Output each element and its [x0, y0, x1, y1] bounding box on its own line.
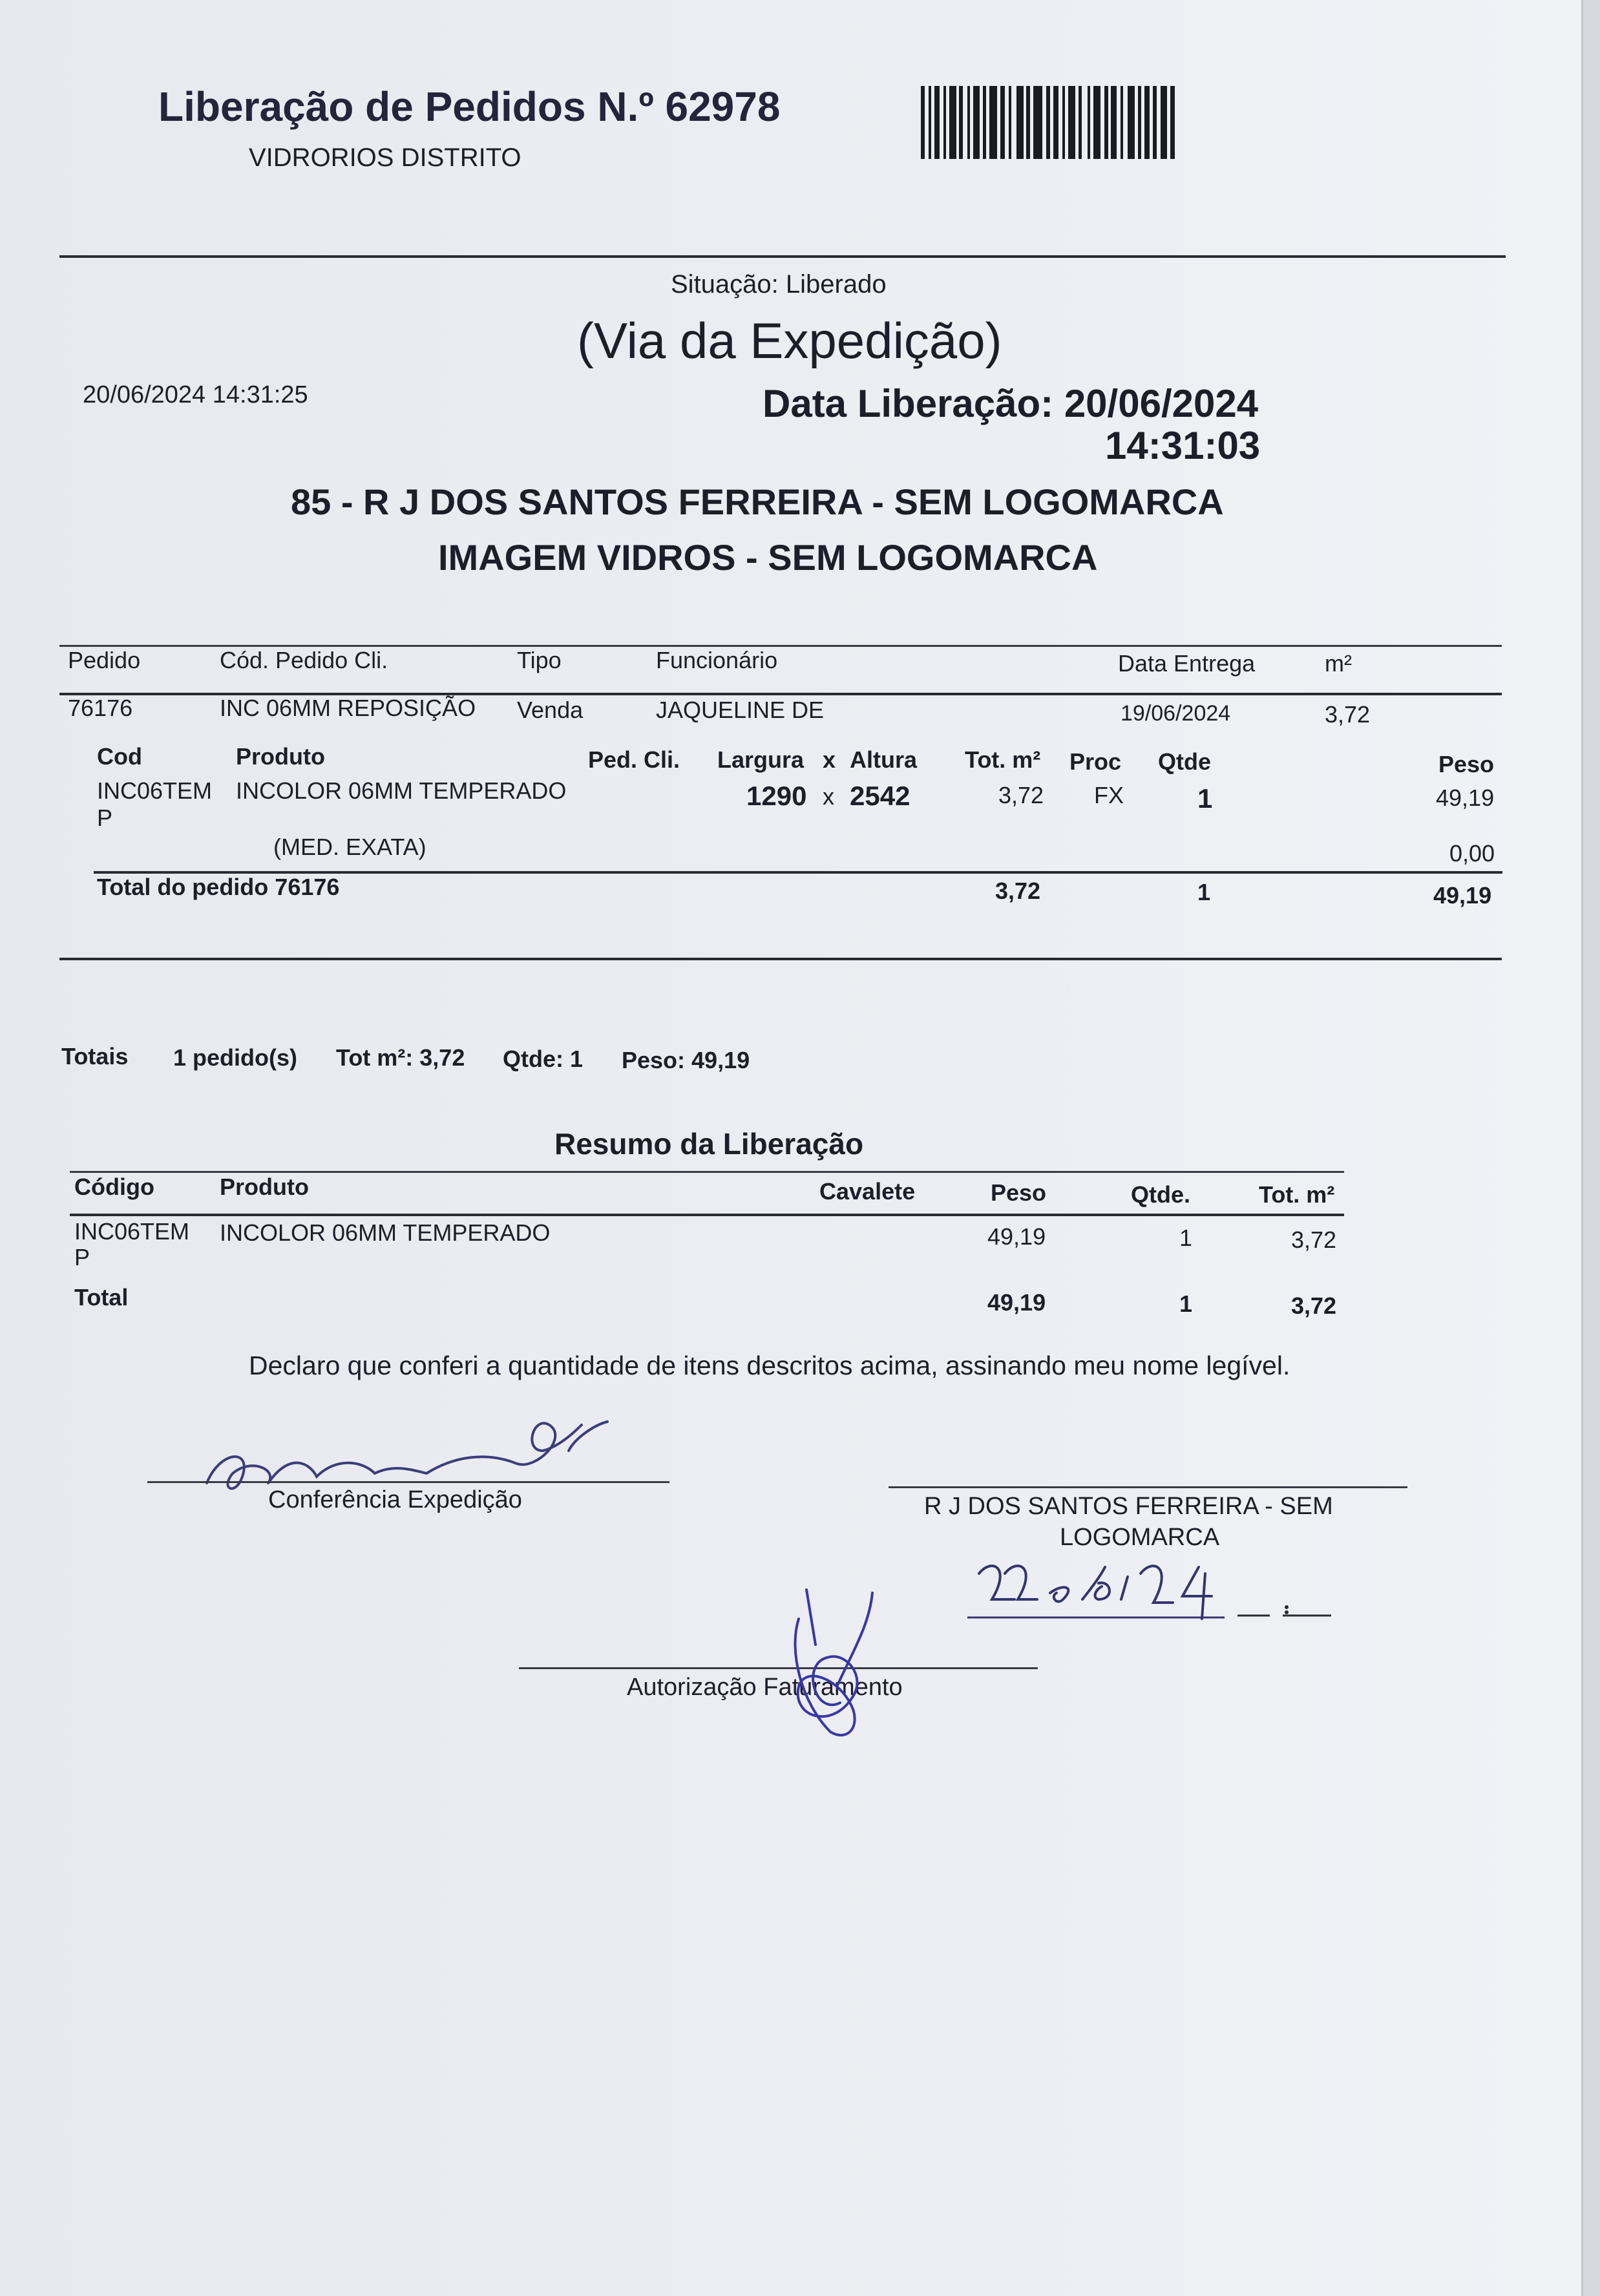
- totals-qtde: Qtde: 1: [503, 1046, 584, 1072]
- item-note-peso: 0,00: [1449, 840, 1495, 867]
- client-alias: IMAGEM VIDROS - SEM LOGOMARCA: [438, 537, 1098, 578]
- section-divider: [59, 958, 1502, 960]
- printed-timestamp: 20/06/2024 14:31:25: [83, 381, 308, 408]
- company-name: VIDRORIOS DISTRITO: [249, 143, 521, 172]
- autorizacao-label: Autorização Faturamento: [627, 1674, 903, 1701]
- summary-total-label: Total: [74, 1284, 129, 1311]
- order-cod-pedido-cli: INC 06MM REPOSIÇÃO: [220, 695, 476, 721]
- col-funcionario: Funcionário: [656, 647, 778, 673]
- item-x: x: [823, 783, 834, 810]
- item-largura: 1290: [746, 781, 807, 811]
- summary-row-codigo-cont: P: [74, 1244, 90, 1270]
- summary-top-rule: [70, 1171, 1344, 1173]
- summary-row-tot-m2: 3,72: [1291, 1227, 1337, 1253]
- client-signature-name: R J DOS SANTOS FERREIRA - SEM: [924, 1493, 1333, 1520]
- summary-header-rule: [70, 1214, 1344, 1216]
- totals-label: Totais: [61, 1043, 129, 1069]
- item-produto: INCOLOR 06MM TEMPERADO: [236, 777, 567, 804]
- summary-row-qtde: 1: [1179, 1225, 1193, 1251]
- summary-total-qtde: 1: [1179, 1290, 1193, 1317]
- page-edge: [1581, 0, 1600, 2296]
- order-total-label: Total do pedido 76176: [97, 874, 340, 900]
- item-altura: 2542: [850, 781, 911, 811]
- totals-pedidos: 1 pedido(s): [173, 1044, 298, 1071]
- order-tipo: Venda: [517, 697, 584, 723]
- autorizacao-signature: [775, 1580, 885, 1742]
- client-signature-name-cont: LOGOMARCA: [1060, 1524, 1220, 1551]
- document-title: Liberação de Pedidos N.º 62978: [158, 83, 781, 130]
- item-cod-cont: P: [97, 805, 113, 831]
- handwritten-date: [966, 1548, 1347, 1632]
- order-pedido: 76176: [68, 695, 133, 721]
- col-tipo: Tipo: [517, 647, 562, 673]
- col-m2: m²: [1325, 650, 1352, 677]
- item-col-qtde: Qtde: [1158, 748, 1212, 775]
- item-qtde: 1: [1197, 783, 1213, 814]
- item-col-cod: Cod: [97, 743, 142, 770]
- order-m2: 3,72: [1325, 701, 1371, 728]
- col-cod-pedido-cli: Cód. Pedido Cli.: [220, 647, 388, 673]
- order-total-qtde: 1: [1197, 879, 1211, 905]
- item-cod: INC06TEM: [97, 777, 213, 804]
- item-col-ped-cli: Ped. Cli.: [588, 746, 680, 773]
- summary-row-codigo: INC06TEM: [74, 1218, 190, 1245]
- col-pedido: Pedido: [68, 647, 141, 673]
- item-proc: FX: [1094, 782, 1124, 808]
- item-col-x: x: [823, 746, 836, 773]
- item-col-peso: Peso: [1438, 751, 1495, 777]
- conferencia-signature-line: [147, 1481, 669, 1483]
- item-col-altura: Altura: [850, 746, 918, 773]
- summary-col-qtde: Qtde.: [1131, 1181, 1191, 1208]
- totals-peso: Peso: 49,19: [622, 1047, 750, 1073]
- summary-col-peso: Peso: [991, 1179, 1047, 1206]
- summary-total-tot-m2: 3,72: [1291, 1292, 1337, 1319]
- header-divider: [59, 255, 1506, 258]
- summary-col-tot-m2: Tot. m²: [1259, 1181, 1335, 1208]
- summary-total-peso: 49,19: [987, 1289, 1046, 1316]
- summary-row-produto: INCOLOR 06MM TEMPERADO: [220, 1219, 551, 1246]
- order-total-peso: 49,19: [1433, 882, 1492, 909]
- summary-title: Resumo da Liberação: [554, 1127, 864, 1161]
- item-col-tot-m2: Tot. m²: [965, 746, 1041, 773]
- item-col-proc: Proc: [1069, 748, 1122, 775]
- summary-col-produto: Produto: [220, 1174, 309, 1200]
- item-col-largura: Largura: [717, 746, 805, 773]
- col-data-entrega: Data Entrega: [1118, 650, 1256, 677]
- client-signature-line: [889, 1486, 1407, 1488]
- release-time: 14:31:03: [1105, 424, 1261, 467]
- order-total-m2: 3,72: [995, 878, 1041, 904]
- summary-col-cavalete: Cavalete: [819, 1178, 916, 1205]
- item-tot-m2: 3,72: [998, 782, 1044, 808]
- declaration-text: Declaro que conferi a quantidade de itens descritos acima, assinando meu nome legível.: [249, 1351, 1290, 1380]
- summary-row-peso: 49,19: [987, 1223, 1046, 1250]
- summary-col-codigo: Código: [74, 1174, 154, 1200]
- order-funcionario: JAQUELINE DE: [656, 697, 825, 723]
- status-text: Situação: Liberado: [671, 270, 887, 299]
- conferencia-label: Conferência Expedição: [268, 1486, 522, 1513]
- item-peso: 49,19: [1436, 785, 1495, 811]
- barcode: [921, 86, 1175, 159]
- copy-label: (Via da Expedição): [577, 312, 1002, 369]
- totals-m2: Tot m²: 3,72: [336, 1044, 465, 1071]
- release-date: Data Liberação: 20/06/2024: [763, 382, 1259, 425]
- client-name: 85 - R J DOS SANTOS FERREIRA - SEM LOGOMARCA: [291, 481, 1224, 522]
- order-data-entrega: 19/06/2024: [1121, 701, 1231, 726]
- item-note: (MED. EXATA): [273, 834, 426, 860]
- item-col-produto: Produto: [236, 743, 325, 770]
